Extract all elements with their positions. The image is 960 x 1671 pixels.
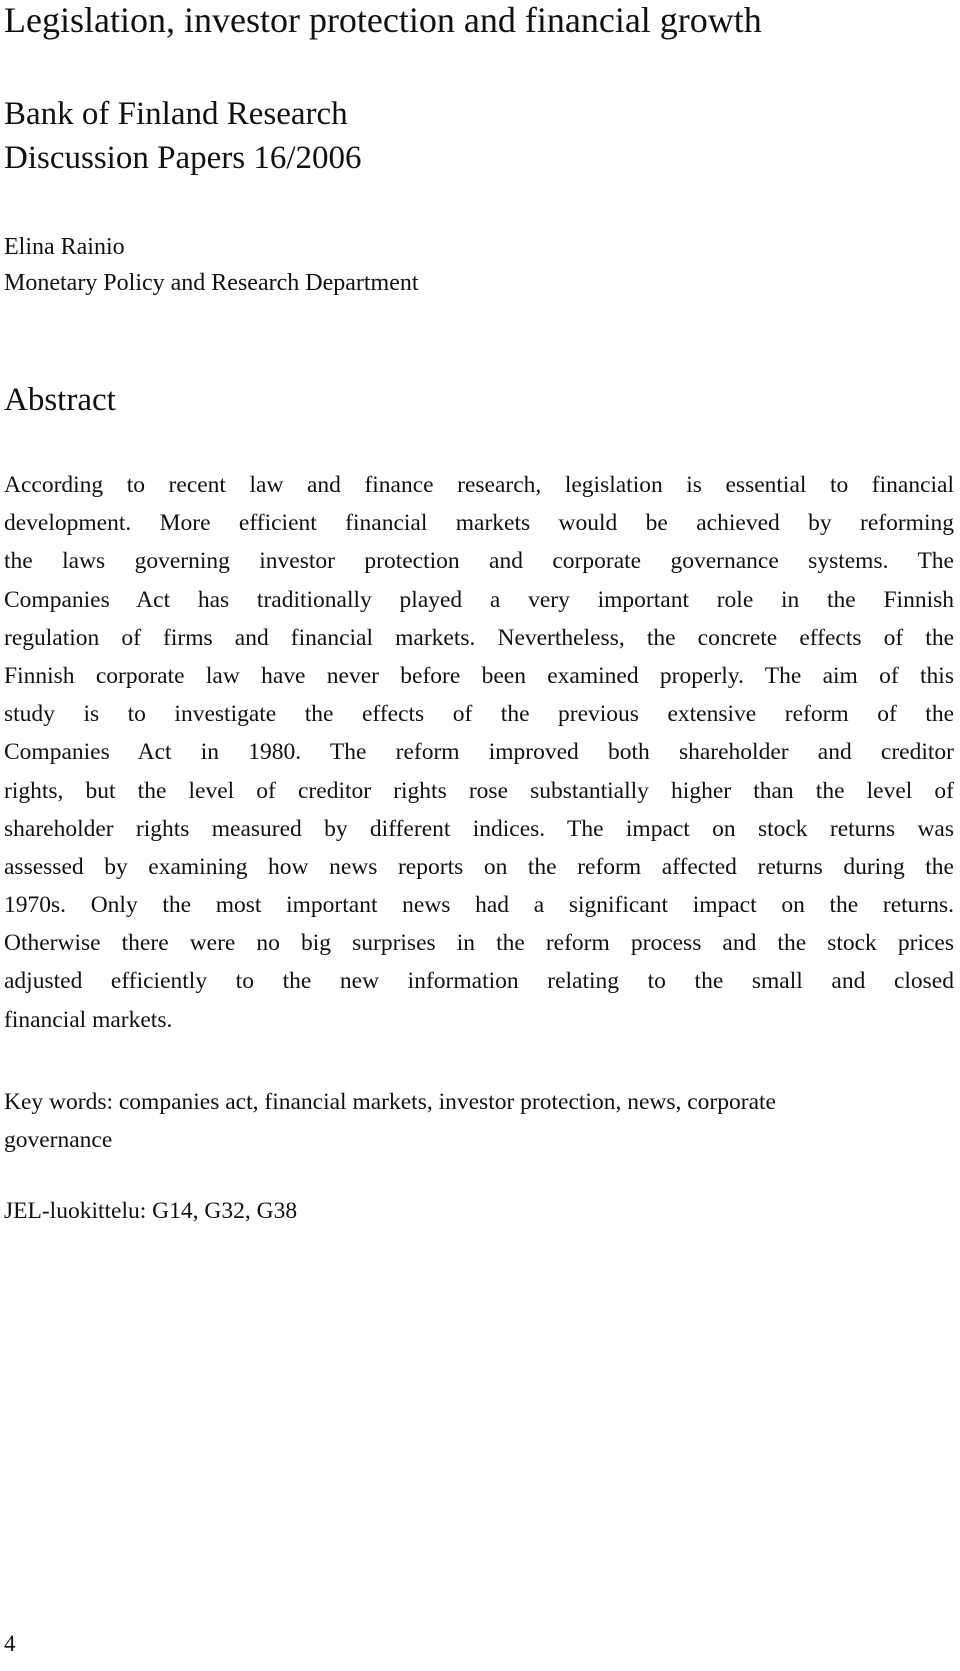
abstract-line: rights, but the level of creditor rights rose substantially higher than the level of bbox=[4, 777, 954, 804]
keywords bbox=[4, 1083, 954, 1159]
jel-classification: JEL-luokittelu: G14, G32, G38 bbox=[4, 1198, 298, 1224]
abstract-line: Finnish corporate law have never before been examined properly. The aim of this bbox=[4, 662, 954, 689]
abstract-line: development. More efficient financial markets would be achieved by reforming bbox=[4, 510, 954, 537]
abstract-line: Otherwise there were no big surprises in the reform process and the stock prices bbox=[4, 930, 954, 957]
page-number: 4 bbox=[4, 1631, 16, 1656]
author-department: Monetary Policy and Research Department bbox=[4, 270, 419, 296]
abstract-line: According to recent law and finance research, legislation is essential to financial bbox=[4, 472, 954, 498]
abstract-line: regulation of firms and financial markets. Nevertheless, the concrete effects of the bbox=[4, 624, 954, 651]
abstract-line: the laws governing investor protection and corporate governance systems. The bbox=[4, 548, 954, 575]
keywords-line-2: governance bbox=[4, 1127, 113, 1153]
abstract-line: 1970s. Only the most important news had a significant impact on the returns. bbox=[4, 892, 954, 919]
abstract-line: adjusted efficiently to the new information relating to the small and closed bbox=[4, 968, 954, 995]
abstract-heading: Abstract bbox=[4, 382, 116, 418]
author-name: Elina Rainio bbox=[4, 234, 125, 260]
abstract-line: financial markets. bbox=[4, 1006, 173, 1033]
abstract-line: study is to investigate the effects of the previous extensive reform of the bbox=[4, 701, 954, 728]
paper-title: Legislation, investor protection and financial growth bbox=[4, 0, 762, 40]
abstract-line: shareholder rights measured by different indices. The impact on stock returns was bbox=[4, 815, 954, 842]
series-line-2: Discussion Papers 16/2006 bbox=[4, 140, 362, 176]
keywords-line-1: Key words: companies act, financial markets, investor protection, news, corporate bbox=[4, 1089, 776, 1115]
series-line-1: Bank of Finland Research bbox=[4, 96, 348, 132]
abstract-line: Companies Act in 1980. The reform improved both shareholder and creditor bbox=[4, 739, 954, 766]
abstract-line: assessed by examining how news reports on the reform affected returns during the bbox=[4, 853, 954, 880]
abstract-line: Companies Act has traditionally played a very important role in the Finnish bbox=[4, 586, 954, 613]
abstract-text bbox=[4, 466, 954, 1039]
author-block bbox=[4, 229, 419, 301]
publication-series bbox=[4, 92, 362, 180]
